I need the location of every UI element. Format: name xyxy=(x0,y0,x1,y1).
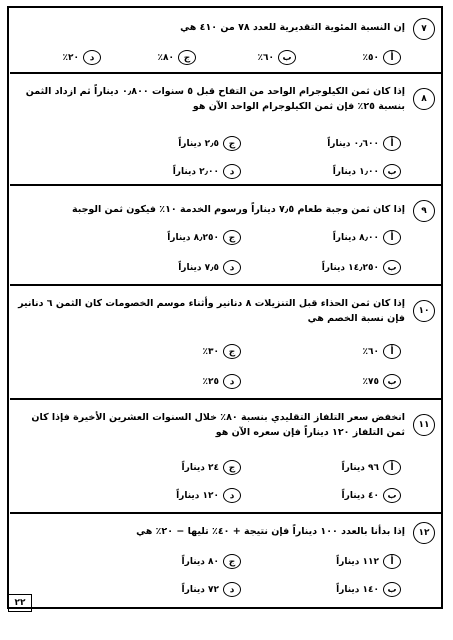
question-7 xyxy=(10,8,441,74)
question-9 xyxy=(10,186,441,286)
option-b[interactable] xyxy=(342,488,401,503)
option-letter: د xyxy=(223,164,241,179)
option-letter: ج xyxy=(178,50,196,65)
option-letter: ب xyxy=(383,260,401,275)
option-letter: أ xyxy=(383,230,401,245)
option-letter: ج xyxy=(223,344,241,359)
option-text: ٠٫٦٠٠ ديناراً xyxy=(327,138,379,149)
option-letter: ب xyxy=(278,50,296,65)
option-d[interactable] xyxy=(173,164,241,179)
option-text: ٢٫٥ ديناراً xyxy=(178,138,219,149)
question-number: ٨ xyxy=(413,88,435,110)
option-letter: ب xyxy=(383,582,401,597)
option-b[interactable] xyxy=(333,164,401,179)
option-text: ٧٢ ديناراً xyxy=(181,584,219,595)
question-text: انخفض سعر التلفاز التقليدي بنسبة ٨٠٪ خلال السنوات العشرين الأخيرة فإذا كان ثمن التلفاز ١٢٠ ديناراً فإن سعره الآن هو xyxy=(31,412,405,438)
option-text: ٢٠٪ xyxy=(62,52,79,63)
option-text: ٧٫٥ ديناراً xyxy=(178,262,219,273)
option-letter: أ xyxy=(383,136,401,151)
option-a[interactable] xyxy=(327,136,401,151)
option-d[interactable] xyxy=(178,260,241,275)
option-letter: ب xyxy=(383,164,401,179)
question-text: إذا كان ثمن وجبة طعام ٧٫٥ ديناراً ورسوم الخدمة ١٠٪ فيكون ثمن الوجبة xyxy=(71,204,405,215)
option-d[interactable] xyxy=(182,582,241,597)
option-text: ١١٢ ديناراً xyxy=(336,556,379,567)
option-a[interactable] xyxy=(363,50,402,65)
page-number: ٢٢ xyxy=(8,594,32,612)
option-letter: أ xyxy=(383,344,401,359)
option-letter: أ xyxy=(383,554,401,569)
option-a[interactable] xyxy=(336,554,401,569)
option-b[interactable] xyxy=(363,374,402,389)
option-text: ٥٠٪ xyxy=(362,52,379,63)
option-d[interactable] xyxy=(203,374,242,389)
option-letter: ب xyxy=(383,374,401,389)
question-12 xyxy=(10,514,441,609)
option-text: ١٤٫٢٥٠ ديناراً xyxy=(321,262,379,273)
option-text: ٢٥٪ xyxy=(202,376,219,387)
option-c[interactable] xyxy=(182,460,241,475)
option-a[interactable] xyxy=(333,230,401,245)
question-text: إذا بدأنا بالعدد ١٠٠ ديناراً فإن نتيجة + ٤٠٪ تليها − ٢٠٪ هي xyxy=(136,526,405,537)
question-number: ٧ xyxy=(413,18,435,40)
option-letter: د xyxy=(223,488,241,503)
option-text: ٦٠٪ xyxy=(362,346,379,357)
question-number: ١٠ xyxy=(413,300,435,322)
option-text: ١٤٠ ديناراً xyxy=(336,584,379,595)
option-c[interactable] xyxy=(182,554,241,569)
option-letter: ج xyxy=(223,554,241,569)
option-text: ١٢٠ ديناراً xyxy=(176,490,219,501)
option-letter: د xyxy=(223,582,241,597)
option-letter: ج xyxy=(223,230,241,245)
option-text: ٦٠٪ xyxy=(257,52,274,63)
option-text: ٧٥٪ xyxy=(362,376,379,387)
option-letter: ج xyxy=(223,460,241,475)
option-d[interactable] xyxy=(176,488,241,503)
option-letter: ب xyxy=(383,488,401,503)
option-b[interactable] xyxy=(322,260,401,275)
option-letter: د xyxy=(223,374,241,389)
option-text: ٨٫٠٠ ديناراً xyxy=(332,232,379,243)
option-text: ٢٤ ديناراً xyxy=(181,462,219,473)
option-c[interactable] xyxy=(178,136,241,151)
option-b[interactable] xyxy=(258,50,297,65)
option-text: ٨٠ ديناراً xyxy=(181,556,219,567)
option-letter: أ xyxy=(383,460,401,475)
option-letter: أ xyxy=(383,50,401,65)
option-d[interactable] xyxy=(63,50,102,65)
option-text: ٨٠٪ xyxy=(157,52,174,63)
option-letter: د xyxy=(223,260,241,275)
question-number: ١١ xyxy=(413,414,435,436)
option-c[interactable] xyxy=(167,230,241,245)
option-text: ٢٫٠٠ ديناراً xyxy=(172,166,219,177)
option-text: ٤٠ ديناراً xyxy=(341,490,379,501)
option-c[interactable] xyxy=(203,344,242,359)
question-number: ٩ xyxy=(413,200,435,222)
option-c[interactable] xyxy=(158,50,197,65)
option-text: ١٫٠٠ ديناراً xyxy=(332,166,379,177)
question-number: ١٢ xyxy=(413,522,435,544)
option-text: ٩٦ ديناراً xyxy=(341,462,379,473)
question-8 xyxy=(10,74,441,186)
question-text: إذا كان ثمن الحذاء قبل التنزيلات ٨ دنانير وأثناء موسم الخصومات كان الثمن ٦ دنانير فإن نسبة الخصم هي xyxy=(18,298,405,324)
option-a[interactable] xyxy=(363,344,402,359)
option-text: ٨٫٢٥٠ ديناراً xyxy=(167,232,219,243)
option-text: ٣٠٪ xyxy=(202,346,219,357)
option-a[interactable] xyxy=(342,460,401,475)
question-text: إذا كان ثمن الكيلوجرام الواحد من التفاح قبل ٥ سنوات ٠٫٨٠٠ ديناراً ثم ازداد الثمن بنسبة ٢٥٪ فإن ثمن الكيلوجرام الواحد الآن هو xyxy=(25,86,405,112)
option-b[interactable] xyxy=(336,582,401,597)
question-text: إن النسبة المئوية التقديرية للعدد ٧٨ من ٤١٠ هي xyxy=(180,22,405,33)
question-10 xyxy=(10,286,441,400)
option-letter: ج xyxy=(223,136,241,151)
option-letter: د xyxy=(83,50,101,65)
question-11 xyxy=(10,400,441,514)
